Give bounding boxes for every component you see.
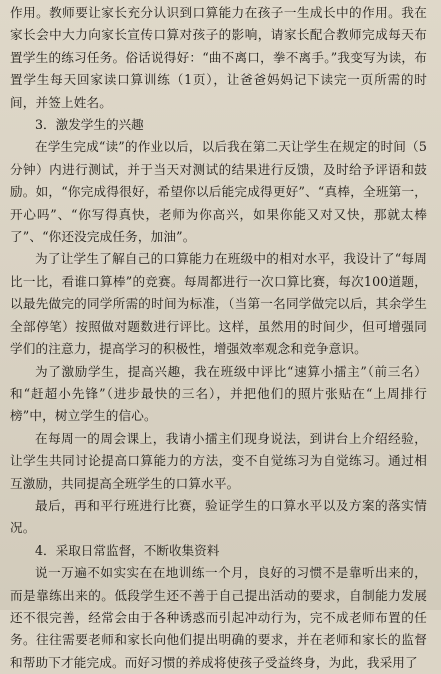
paragraph-weekly-meeting: 在每周一的周会课上，我请小擂主们现身说法，到讲台上介绍经验，让学生共同讨论提高口算能力的方法，变不自觉练习为自觉练习。通过相互激励，共同提高全班学生的口算水平。 (10, 430, 427, 491)
paragraph-class-competition: 最后，再和平行班进行比赛，验证学生的口算水平以及方案的落实情况。 (10, 497, 427, 536)
paragraph-awards: 为了激励学生，提高兴趣，我在班级中评比“速算小擂主”（前三名）和“赶超小先锋”（进步最快的三名），并把他们的照片张贴在“上周排行榜”中，树立学生的信心。 (10, 363, 427, 424)
paragraph-weekly-contest: 为了让学生了解自己的口算能力在班级中的相对水平，我设计了“每周比一比，看谁口算棒”的竞赛。每周都进行一次口算比赛，每次100道题，以最先做完的同学所需的时间为标准，（当第一名同学做完以后，其余学生全部停笔）按照做对题数进行评比。这样，虽然用的时间少，但可增强同学们的注意力，提高学习的积极性，增强效率观念和竞争意识。 (10, 251, 427, 357)
paragraph-test-feedback: 在学生完成“读”的作业以后，以后我在第二天让学生在规定的时间（5分钟）内进行测试，并于当天对测试的结果进行反馈，及时给予评语和鼓励。如，“你完成得很好，希望你以后能完成得更好”、“真棒，全班第一，开心吗”、“你写得真快，老师为你高兴，如果你能又对又快，那就太棒了”、“你还没完成任务，加油”。 (10, 139, 427, 245)
section-heading-3: 3．激发学生的兴趣 (35, 117, 144, 133)
paragraph-daily-supervision: 说一万遍不如实实在在地训练一个月，良好的习惯不是靠听出来的，而是靠练出来的。低段学生还不善于自己提出活动的要求，自制能力发展还不很完善，经常会由于各种诱惑而引起冲动行为，完不成老师布置的任务。往往需要老师和家长向他们提出明确的要求，并在老师和家长的监督和帮助下才能完成。而好习惯的养成将使孩子受益终身，为此，我采用了 (10, 565, 427, 670)
paragraph-intro: 作用。教师要让家长充分认识到口算能力在孩子一生成长中的作用。我在家长会中大力向家长宣传口算对孩子的影响，请家长配合教师完成每天布置学生的练习任务。俗话说得好：“曲不离口，拳不离手。”我变写为读，布置学生每天回家读口算训练（1页），让爸爸妈妈记下读完一页所需的时间，并签上姓名。 (10, 5, 427, 110)
section-heading-4: 4．采取日常监督，不断收集资料 (35, 542, 220, 558)
